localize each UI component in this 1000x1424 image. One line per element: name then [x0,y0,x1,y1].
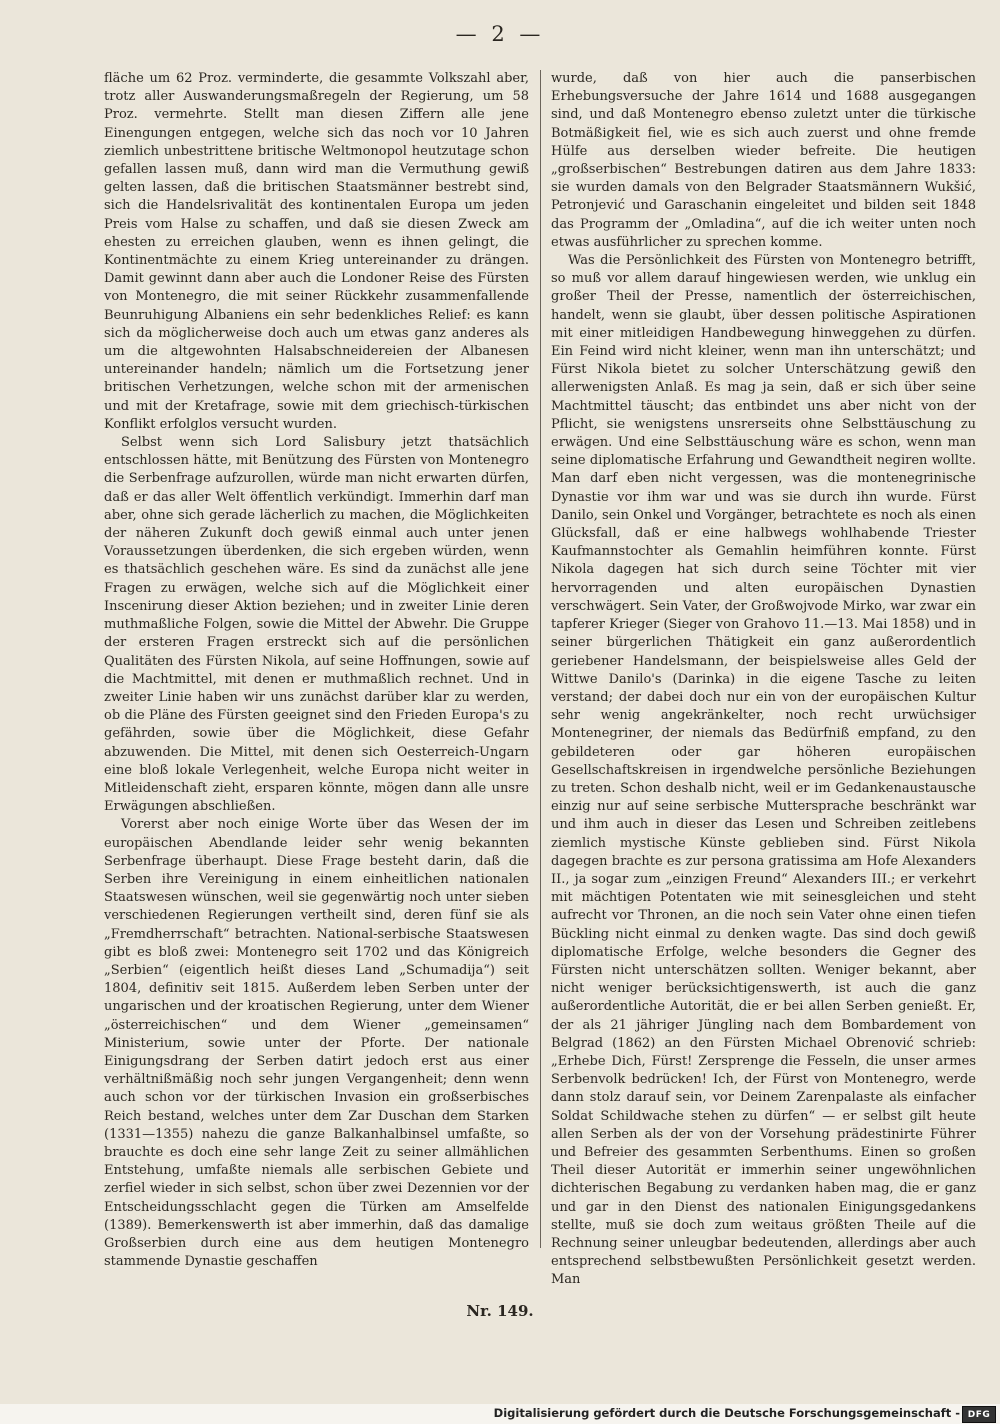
right-column [551,70,976,1288]
article-body [104,70,976,1288]
funding-notice: Digitalisierung gefördert durch die Deutsche Forschungsgemeinschaft - [493,1406,960,1420]
footer-bar [0,1404,1000,1424]
left-column [104,70,529,1270]
paragraph: wurde, daß von hier auch die panserbischen Erhebungsversuche der Jahre 1614 und 1688 ausgegangen sind, und daß Montenegro ebenso zuletzt unter die türkische Botmäßigkeit fiel, wie es sich auch zuerst und ohne fremde Hülfe aus derselben wieder befreite. Die heutigen „großserbischen“ Bestrebungen datiren aus dem Jahre 1833: sie wurden damals von den Belgrader Staatsmännern Wukšić, Petronjević und Garaschanin eingeleitet und bilden seit 1848 das Programm der „Omladina“, auf die ich weiter unten noch etwas ausführlicher zu sprechen komme. [551,71,976,250]
paragraph: fläche um 62 Proz. verminderte, die gesammte Volkszahl aber, trotz aller Auswanderungsmaßregeln der Regierung, um 58 Proz. vermehrte. Stellt man diesen Ziffern alle jene Einengungen entgegen, welche sich das noch vor 10 Jahren ziemlich unbestrittene britische Weltmonopol heutzutage schon gefallen lassen muß, dann wird man die Vermuthung gewiß gelten lassen, daß die britischen Staatsmänner bestrebt sind, sich die Handelsrivalität des kontinentalen Europa um jeden Preis vom Halse zu schaffen, und daß sie diesen Zweck am ehesten zu erreichen glauben, wenn es ihnen gelingt, die Kontinentmächte zu einem Krieg untereinander zu drängen. Damit gewinnt dann aber auch die Londoner Reise des Fürsten von Montenegro, die mit seiner Rückkehr zusammenfallende Beunruhigung Albaniens ein sehr bedenkliches Relief: es kann sich da möglicherweise doch auch um etwas ganz anderes als um die altgewohnten Halsabschneidereien der Albanesen untereinander handeln; nämlich um die Fortsetzung jener britischen Verhetzungen, welche schon mit der armenischen und mit der Kretafrage, sowie mit dem griechisch-türkischen Konflikt erfolglos versucht wurden. [104,71,529,432]
dfg-logo-text: DFG [967,1409,991,1420]
page-number: — 2 — [455,22,545,46]
paragraph: Was die Persönlichkeit des Fürsten von Montenegro betrifft, so muß vor allem darauf hingewiesen werden, wie unklug ein großer Theil der Presse, namentlich der österreichischen, handelt, wenn sie glaubt, über dessen politische Aspirationen mit einer mitleidigen Handbewegung hinweggehen zu dürfen. Ein Feind wird nicht kleiner, wenn man ihn unterschätzt; und Fürst Nikola bietet zu solcher Unterschätzung gewiß den allerwenigsten Anlaß. Es mag ja sein, daß er sich über seine Machtmittel täuscht; das entbindet uns aber nicht von der Pflicht, sie wenigstens unsrerseits ohne Selbsttäuschung zu erwägen. Und eine Selbsttäuschung wäre es schon, wenn man seine diplomatische Erfahrung und Gewandtheit negiren wollte. Man darf eben nicht vergessen, was die montenegrinische Dynastie vor ihm war und was sie durch ihn wurde. Fürst Danilo, sein Onkel und Vorgänger, betrachtete es noch als einen Glücksfall, daß er eine halbwegs wohlhabende Triester Kaufmannstochter als Gemahlin heimführen konnte. Fürst Nikola dagegen hat sich durch seine Töchter mit vier hervorragenden und alten europäischen Dynastien verschwägert. Sein Vater, der Großwojvode Mirko, war zwar ein tapferer Krieger (Sieger von Grahovo 11.—13. Mai 1858) und in seiner bürgerlichen Thätigkeit ein ganz außerordentlich geriebener Handelsmann, der beispielsweise alles Geld der Wittwe Danilo's (Darinka) in die eigene Tasche zu leiten verstand; der dabei doch nur ein von der europäischen Kultur sehr wenig angekränkelter, noch recht urwüchsiger Montenegriner, der niemals das Bedürfniß empfand, zu den gebildeteren oder gar höheren europäischen Gesellschaftskreisen in irgendwelche persönliche Beziehungen zu treten. Schon deshalb nicht, weil er im Gedankenaustausche einzig nur auf seine serbische Muttersprache beschränkt war und ihm auch in dieser das Lesen und Schreiben zeitlebens ziemlich mystische Künste geblieben sind. Fürst Nikola dagegen brachte es zur persona gratissima am Hofe Alexanders II., ja sogar zum „einzigen Freund“ Alexanders III.; er verkehrt mit mächtigen Potentaten wie mit seinesgleichen und steht aufrecht vor Thronen, an die noch sein Vater ohne einen tiefen Bückling nicht einmal zu denken wagte. Das sind doch gewiß diplomatische Erfolge, welche besonders die Gegner des Fürsten nicht unterschätzen sollten. Weniger bekannt, aber nicht weniger berücksichtigenswerth, ist auch die ganz außerordentliche Autorität, die er bei allen Serben genießt. Er, der als 21 jähriger Jüngling nach dem Bombardement von Belgrad (1862) an den Fürsten Michael Obrenović schrieb: „Erhebe Dich, Fürst! Zersprenge die Fesseln, die unser armes Serbenvolk bedrücken! Ich, der Fürst von Montenegro, werde dann stolz darauf sein, vor Deinem Zarenpalaste als einfacher Soldat Schildwache stehen zu dürfen“ — er selbst gilt heute allen Serben als der von der Vorsehung prädestinirte Führer und Befreier des gesammten Serbenthums. Einen so großen Theil dieser Autorität er immerhin seiner ungewöhnlichen dichterischen Begabung zu verdanken haben mag, die er ganz und gar in den Dienst des nationalen Einigungsgedankens stellte, muß sie doch zum weitaus größten Theile auf die Rechnung seiner unleugbar bedeutenden, allerdings aber auch entsprechend selbstbewußten Persönlichkeit gesetzt werden. Man [551,253,976,1288]
paragraph: Selbst wenn sich Lord Salisbury jetzt thatsächlich entschlossen hätte, mit Benützung des Fürsten von Montenegro die Serbenfrage aufzurollen, würde man nicht erwarten dürfen, daß er das aller Welt öffentlich verkündigt. Immerhin darf man aber, ohne sich gerade lächerlich zu machen, die Möglichkeiten der näheren Zukunft doch gewiß einmal auch unter jenen Voraussetzungen überdenken, die sich ergeben würden, wenn es thatsächlich geschehen wäre. Es sind da zunächst alle jene Fragen zu erwägen, welche sich auf die Möglichkeit einer Inscenirung dieser Aktion beziehen; und in zweiter Linie deren muthmaßliche Folgen, sowie die Mittel der Abwehr. Die Gruppe der ersteren Fragen erstreckt sich auf die persönlichen Qualitäten des Fürsten Nikola, auf seine Hoffnungen, sowie auf die Machtmittel, mit denen er muthmaßlich rechnet. Und in zweiter Linie haben wir uns zunächst darüber klar zu werden, ob die Pläne des Fürsten geeignet sind den Frieden Europa's zu gefährden, sowie über die Möglichkeit, diese Gefahr abzuwenden. Die Mittel, mit denen sich Oesterreich-Ungarn eine bloß lokale Verlegenheit, welche Europa nicht weiter in Mitleidenschaft zieht, ersparen könnte, mögen dann alle unsre Erwägungen abschließen. [104,435,529,815]
dfg-logo [962,1406,996,1423]
paragraph: Vorerst aber noch einige Worte über das Wesen der im europäischen Abendlande leider sehr wenig bekannten Serbenfrage überhaupt. Diese Frage besteht darin, daß die Serben ihre Vereinigung in einem einheitlichen nationalen Staatswesen wünschen, weil sie gegenwärtig noch unter sieben verschiedenen Regierungen vertheilt sind, deren fünf sie als „Fremdherrschaft“ betrachten. National-serbische Staatswesen gibt es bloß zwei: Montenegro seit 1702 und das Königreich „Serbien“ (eigentlich heißt dieses Land „Schumadija“) seit 1804, definitiv seit 1815. Außerdem leben Serben unter der ungarischen und der kroatischen Regierung, unter dem Wiener „österreichischen“ und dem Wiener „gemeinsamen“ Ministerium, sowie unter der Pforte. Der nationale Einigungsdrang der Serben datirt jedoch erst aus einer verhältnißmäßig noch sehr jungen Vergangenheit; denn wenn auch schon vor der türkischen Invasion ein großserbisches Reich bestand, welches unter dem Zar Duschan dem Starken (1331—1355) nahezu die ganze Balkanhalbinsel umfaßte, so brauchte es doch eine sehr lange Zeit zu seiner allmählichen Entstehung, umfaßte niemals alle serbischen Gebiete und zerfiel wieder in sich selbst, schon über zwei Dezennien vor der Entscheidungsschlacht gegen die Türken am Amselfelde (1389). Bemerkenswerth ist aber immerhin, daß das damalige Großserbien durch eine aus dem heutigen Montenegro stammende Dynastie geschaffen [104,817,529,1270]
issue-number: Nr. 149. [466,1302,534,1320]
